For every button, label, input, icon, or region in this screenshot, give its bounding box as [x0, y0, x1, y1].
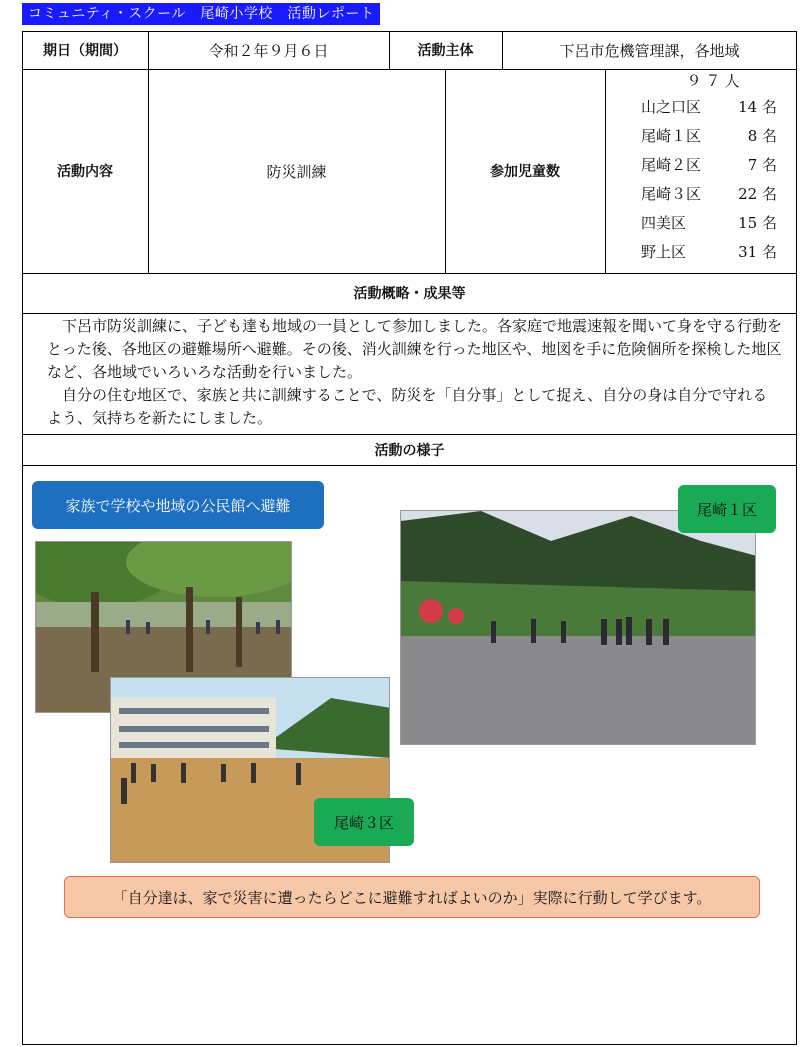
participant-row — [605, 151, 795, 180]
date-label: 期日（期間） — [43, 43, 127, 59]
district-count: 14 名 — [738, 98, 777, 116]
evacuation-label: 家族で学校や地域の公民館へ避難 — [32, 481, 324, 529]
summary-heading: 活動概略・成果等 — [353, 286, 466, 302]
district-name: 山之口区 — [641, 98, 702, 116]
district-name: 野上区 — [641, 243, 687, 261]
ozaki1-photo-image — [401, 511, 756, 745]
row-divider — [22, 465, 797, 466]
summary-text — [47, 315, 782, 430]
row-divider — [22, 313, 797, 314]
ozaki1-photo — [400, 510, 756, 745]
participant-row — [605, 180, 795, 209]
district-count: 8 名 — [747, 127, 777, 145]
summary-paragraph-2: 自分の住む地区で、家族と共に訓練することで、防災を「自分事」として捉え、自分の身は自分で守れるよう、気持ちを新たにしました。 — [47, 386, 768, 427]
organizer-value: 下呂市危機管理課，各地域 — [559, 41, 740, 60]
district-name: 尾崎３区 — [641, 185, 702, 203]
district-count: 7 名 — [747, 156, 777, 174]
district-count: 15 名 — [738, 214, 777, 232]
scene-heading: 活動の様子 — [374, 442, 445, 459]
district-count: 31 名 — [738, 243, 777, 261]
district-name: 尾崎１区 — [641, 127, 702, 145]
participant-row — [605, 209, 795, 238]
content-label: 活動内容 — [57, 164, 113, 180]
district-name: 尾崎２区 — [641, 156, 702, 174]
district-name: 四美区 — [641, 214, 687, 232]
participants-total: ９７人 — [686, 72, 744, 90]
header-banner: コミュニティ・スクール 尾崎小学校 活動レポート — [22, 3, 380, 25]
ozaki3-label: 尾崎３区 — [314, 798, 414, 846]
organizer-label: 活動主体 — [417, 43, 474, 59]
date-value: 令和２年９月６日 — [208, 41, 329, 60]
participants-list — [605, 69, 795, 267]
district-count: 22 名 — [738, 185, 777, 203]
scene-caption: 「自分達は、家で災害に遭ったらどこに避難すればよいのか」実際に行動して学びます。 — [64, 876, 760, 918]
summary-paragraph-1: 下呂市防災訓練に、子ども達も地域の一員として参加しました。各家庭で地震速報を聞いて身を守る行動をとった後、各地区の避難場所へ避難。その後、消火訓練を行った地区や、地図を手に危険個所を探検した地区など、各地域でいろいろな活動を行いました。 — [47, 317, 783, 381]
ozaki1-label: 尾崎１区 — [678, 485, 776, 533]
participants-label: 参加児童数 — [490, 164, 560, 180]
participant-row — [605, 93, 795, 122]
participant-row — [605, 238, 795, 267]
content-value: 防災訓練 — [266, 162, 327, 181]
participant-row — [605, 122, 795, 151]
